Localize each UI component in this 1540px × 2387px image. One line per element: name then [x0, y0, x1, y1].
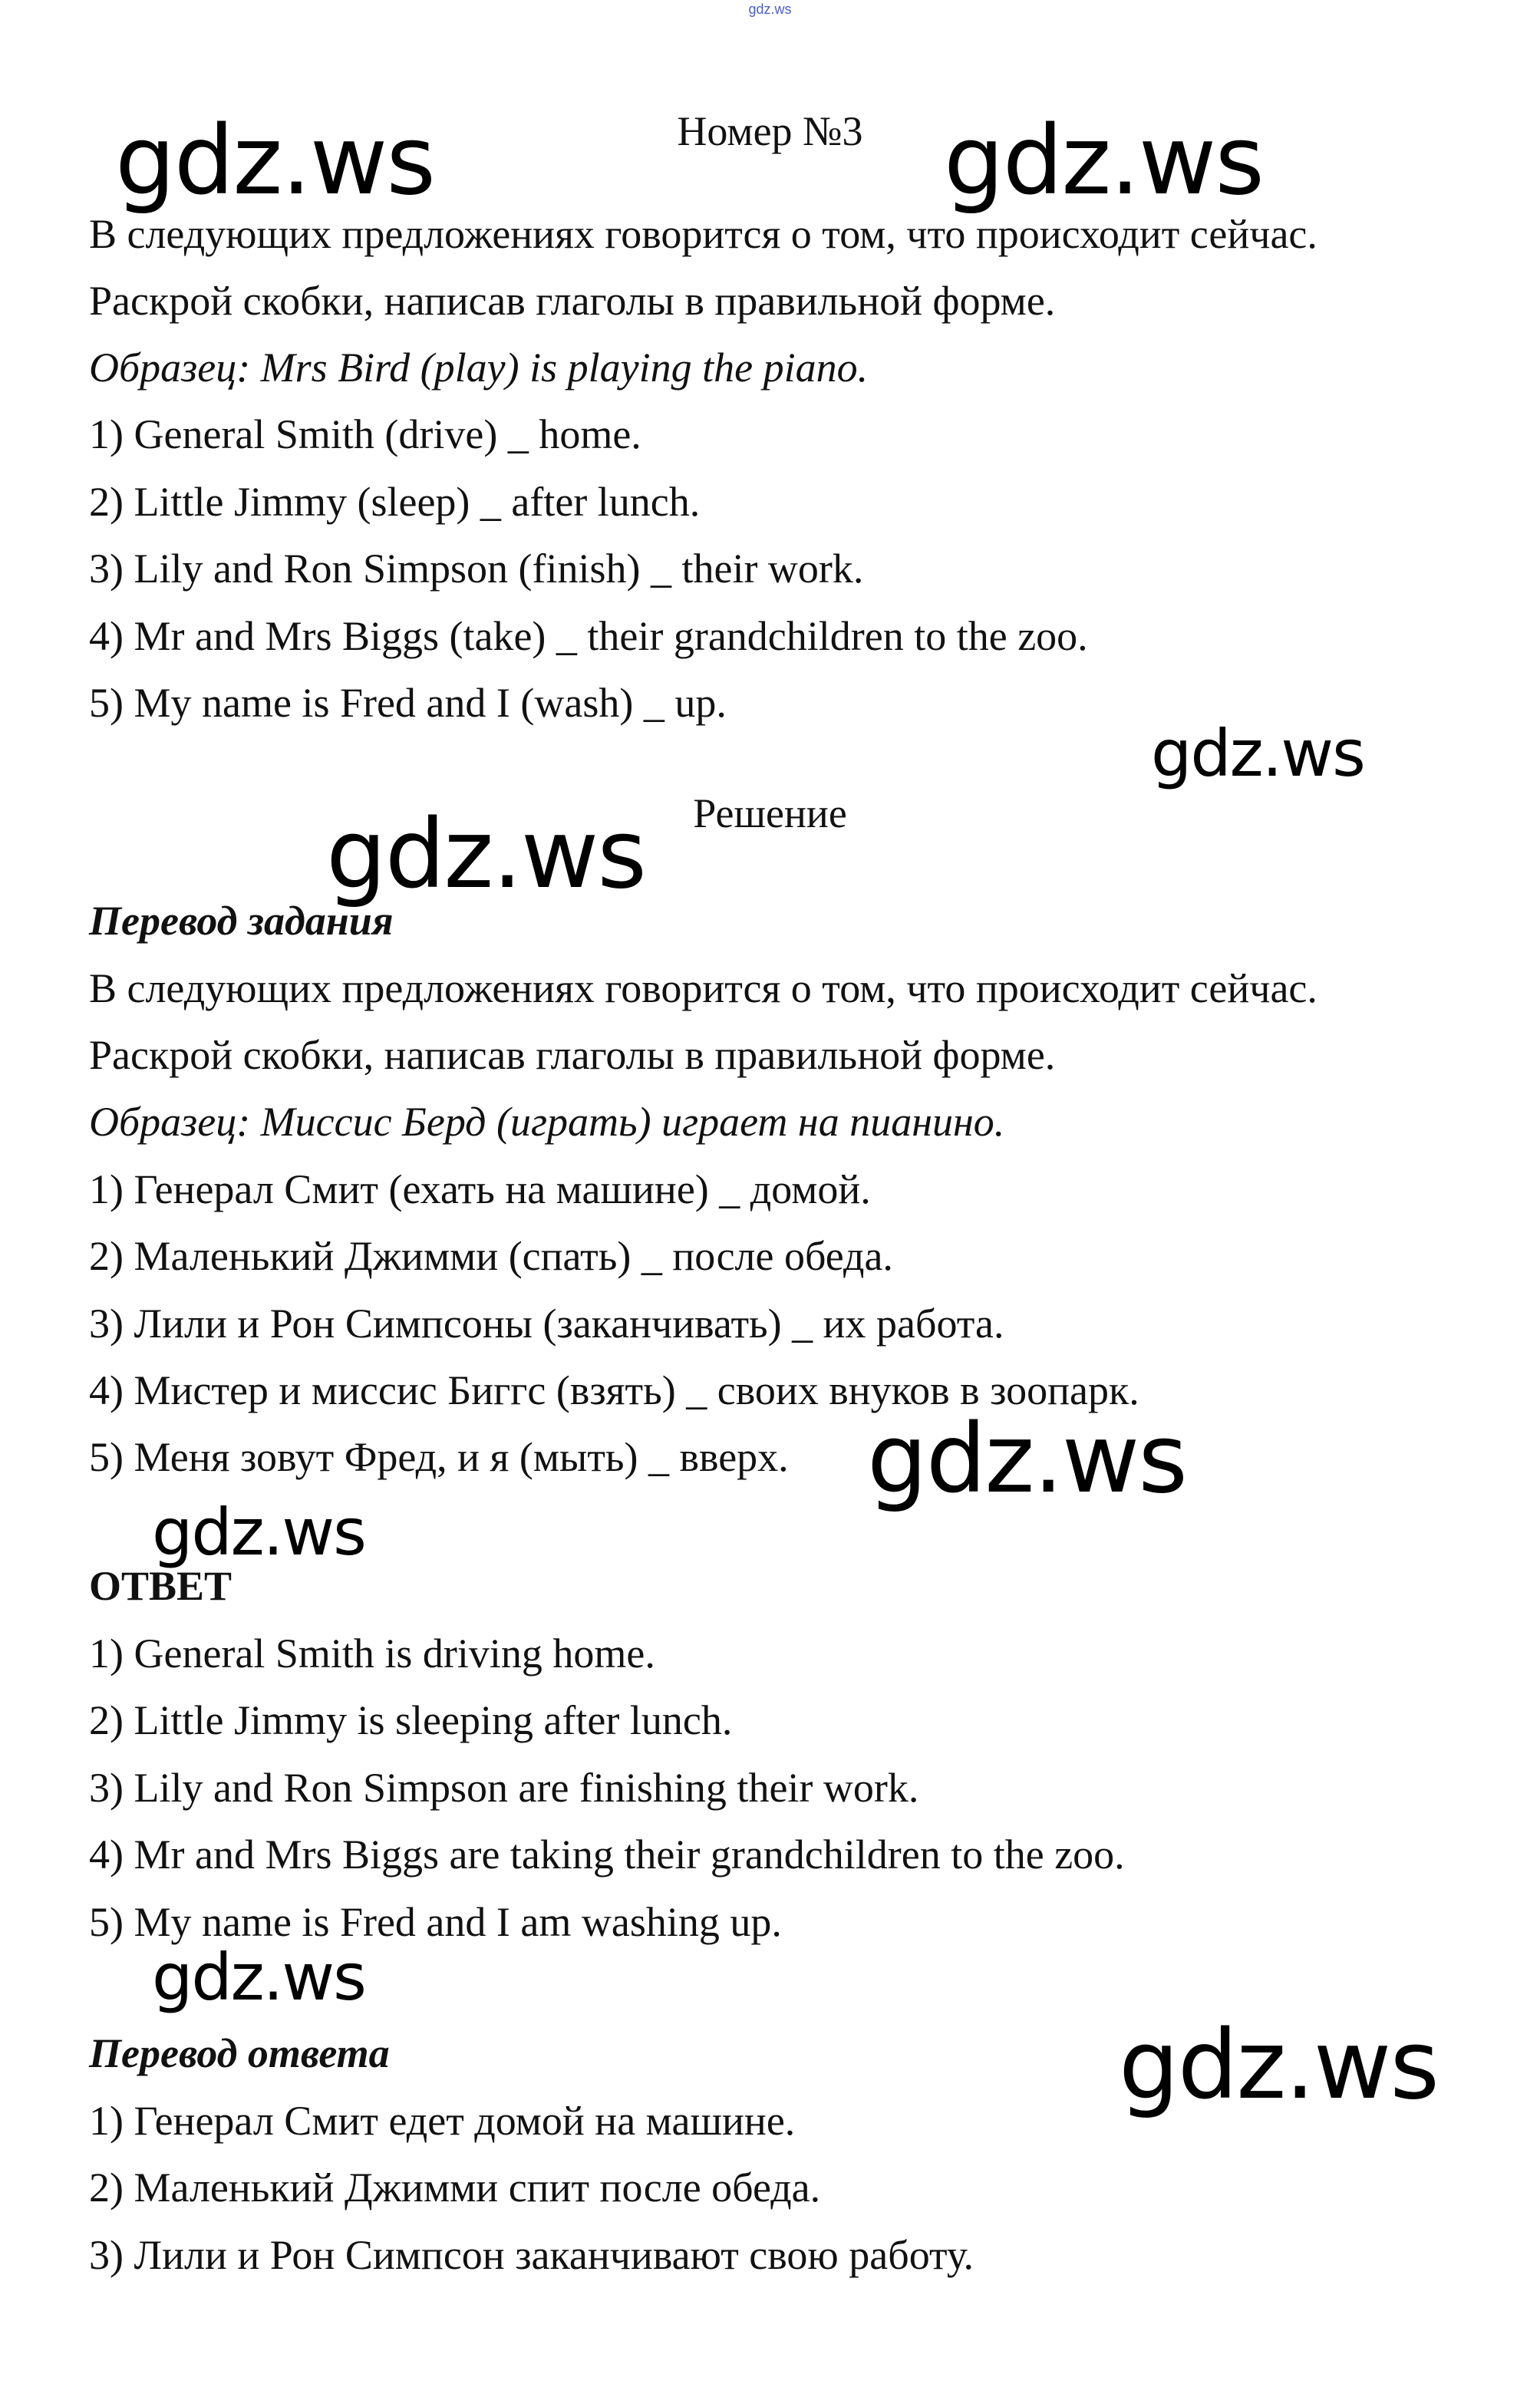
- task-item-4: 4) Mr and Mrs Biggs (take) _ their grandchildren to the zoo.: [89, 613, 1088, 659]
- task-translation-sample: Образец: Миссис Берд (играть) играет на пианино.: [89, 1099, 1005, 1145]
- answer-translation-heading: Перевод ответа: [89, 2030, 390, 2076]
- task-item-5: 5) My name is Fred and I (wash) _ up.: [89, 680, 727, 726]
- task-title: Номер №3: [677, 108, 863, 154]
- watermark: gdz.ws: [152, 1940, 365, 2015]
- answer-translation-item-3: 3) Лили и Рон Симпсон заканчивают свою работу.: [89, 2232, 974, 2278]
- task-item-1: 1) General Smith (drive) _ home.: [89, 411, 641, 457]
- task-translation-item-4: 4) Мистер и миссис Биггс (взять) _ своих внуков в зоопарк.: [89, 1367, 1139, 1413]
- task-instruction-2: Раскрой скобки, написав глаголы в правильной форме.: [89, 278, 1056, 324]
- watermark: gdz.ws: [326, 800, 645, 910]
- watermark: gdz.ws: [115, 106, 434, 216]
- answer-item-5: 5) My name is Fred and I am washing up.: [89, 1899, 782, 1945]
- task-translation-instruction-2: Раскрой скобки, написав глаголы в правильной форме.: [89, 1032, 1056, 1078]
- answer-item-4: 4) Mr and Mrs Biggs are taking their grandchildren to the zoo.: [89, 1831, 1125, 1878]
- task-translation-item-2: 2) Маленький Джимми (спать) _ после обеда.: [89, 1233, 893, 1279]
- watermark: gdz.ws: [867, 1404, 1186, 1515]
- solution-title: Решение: [693, 790, 847, 836]
- watermark: gdz.ws: [152, 1495, 365, 1570]
- answer-item-2: 2) Little Jimmy is sleeping after lunch.: [89, 1697, 733, 1743]
- task-translation-heading: Перевод задания: [89, 898, 394, 944]
- answer-heading: ОТВЕТ: [89, 1563, 232, 1609]
- task-translation-item-1: 1) Генерал Смит (ехать на машине) _ домой.: [89, 1166, 871, 1212]
- answer-item-3: 3) Lily and Ron Simpson are finishing their work.: [89, 1765, 919, 1811]
- answer-item-1: 1) General Smith is driving home.: [89, 1630, 655, 1677]
- task-translation-instruction-1: В следующих предложениях говорится о том, что происходит сейчас.: [89, 965, 1317, 1011]
- task-item-3: 3) Lily and Ron Simpson (finish) _ their work.: [89, 546, 864, 592]
- answer-translation-item-2: 2) Маленький Джимми спит после обеда.: [89, 2164, 821, 2211]
- task-instruction-1: В следующих предложениях говорится о том, что происходит сейчас.: [89, 211, 1317, 257]
- task-translation-item-3: 3) Лили и Рон Симпсоны (заканчивать) _ их работа.: [89, 1301, 1004, 1347]
- watermark: gdz.ws: [944, 106, 1263, 216]
- header-watermark: gdz.ws: [748, 2, 792, 17]
- watermark: gdz.ws: [1151, 716, 1364, 791]
- task-sample: Образец: Mrs Bird (play) is playing the piano.: [89, 345, 869, 391]
- answer-translation-item-1: 1) Генерал Смит едет домой на машине.: [89, 2098, 796, 2144]
- watermark: gdz.ws: [1119, 2010, 1438, 2121]
- task-translation-item-5: 5) Меня зовут Фред, и я (мыть) _ вверх.: [89, 1434, 789, 1480]
- task-item-2: 2) Little Jimmy (sleep) _ after lunch.: [89, 479, 701, 525]
